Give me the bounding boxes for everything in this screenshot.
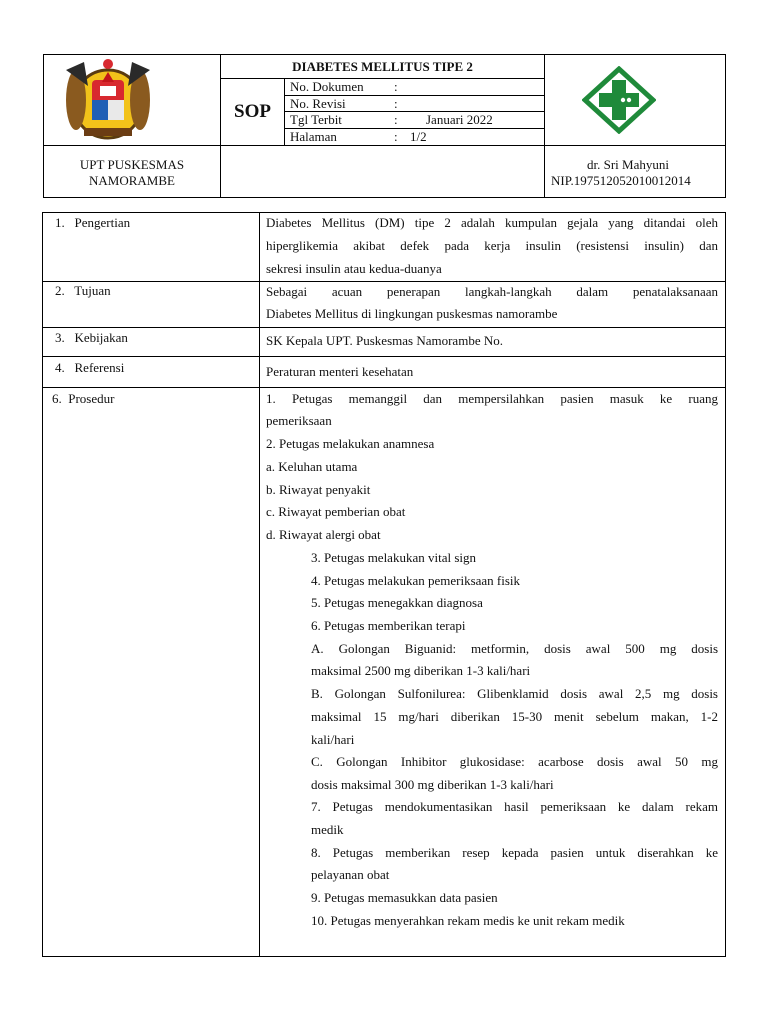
referensi-text: Peraturan menteri kesehatan bbox=[266, 364, 414, 379]
regional-coat-of-arms-logo bbox=[54, 56, 162, 144]
document-title: DIABETES MELLITUS TIPE 2 bbox=[292, 59, 473, 74]
section-label-tujuan: 2. Tujuan bbox=[55, 283, 111, 298]
org-name-line2: NAMORAMBE bbox=[89, 173, 175, 188]
section-label-prosedur: 6. Prosedur bbox=[52, 391, 115, 406]
org-name-line1: UPT PUSKESMAS bbox=[79, 157, 185, 172]
signer-name: dr. Sri Mahyuni bbox=[587, 157, 669, 172]
section-label-kebijakan: 3. Kebijakan bbox=[55, 330, 128, 345]
section-label-referensi: 4. Referensi bbox=[55, 360, 125, 375]
signer-nip: NIP.197512052010012014 bbox=[551, 173, 691, 188]
kebijakan-text: SK Kepala UPT. Puskesmas Namorambe No. bbox=[266, 333, 503, 348]
section-label-pengertian: 1. Pengertian bbox=[55, 215, 131, 230]
puskesmas-cross-logo bbox=[582, 66, 656, 134]
sop-label: SOP bbox=[234, 101, 271, 122]
